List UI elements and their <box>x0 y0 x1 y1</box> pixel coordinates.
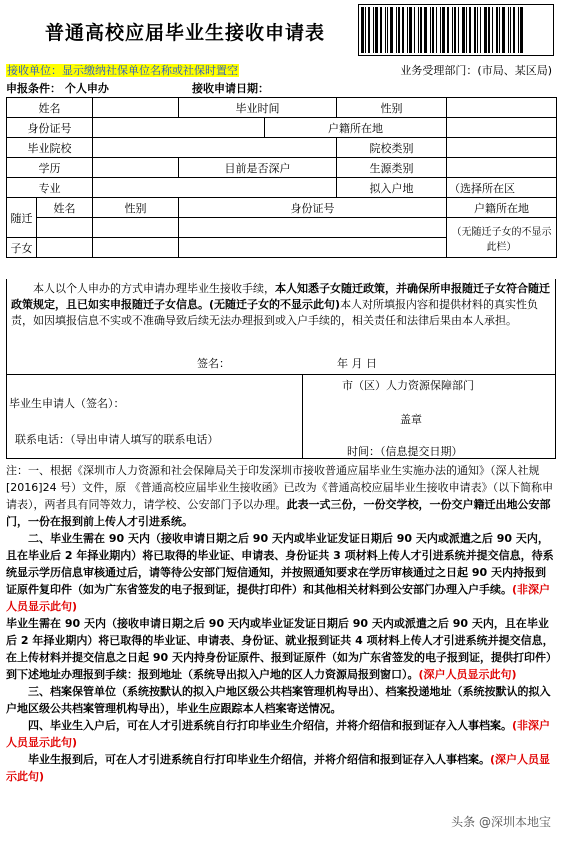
barcode-stripe <box>469 7 471 53</box>
cell-school-type-value[interactable] <box>447 138 557 158</box>
seal-label: 盖章 <box>400 413 422 426</box>
watermark: 头条 @深圳本地宝 <box>451 815 551 829</box>
notes-section <box>6 462 556 785</box>
barcode-stripe <box>402 7 404 53</box>
barcode-stripe <box>380 7 382 53</box>
barcode-stripe <box>396 7 397 53</box>
cell-source-type-label: 生源类别 <box>337 158 447 178</box>
note-1b: 此表一式三份，一份交学校，一份交户籍迁出地公安部门，一份在报到前上传人才引进系统。 <box>6 498 551 528</box>
page-title: 普通高校应届毕业生接收申请表 <box>44 22 325 44</box>
barcode-stripe <box>385 7 386 53</box>
barcode-stripe <box>477 7 478 53</box>
barcode-stripe <box>365 7 366 53</box>
cell-gender-value[interactable] <box>447 98 557 118</box>
barcode-stripe <box>484 7 487 53</box>
note-1a: 注：一、根据《深圳市人力资源和社会保障局关于印发深圳市接收普通应届毕业生实施办法的通知》（深人社规[2016]24 号）文件，原 《普通高校应届毕业生接收函》已改为《普通高校应届毕业生接收申请表》（以下简称申请表），两者具有同等效力，请学校、公安部门予以办理。 <box>6 464 554 511</box>
cell-child-id-label: 身份证号 <box>179 198 447 218</box>
note-4b: 毕业生报到后，可在人才引进系统自行打印毕业生介绍信，并将介绍信和报到证存入人事档案。 <box>28 753 490 766</box>
barcode-stripe <box>496 7 498 53</box>
barcode-stripe <box>407 7 408 53</box>
department-label: 业务受理部门：(市局、某区局) <box>400 64 552 77</box>
cell-child2-id-value[interactable] <box>179 238 447 258</box>
barcode-stripe <box>442 7 445 53</box>
barcode-stripe <box>518 7 519 53</box>
barcode-stripe <box>430 7 431 53</box>
cell-child-name-label: 姓名 <box>37 198 93 218</box>
cell-name-label: 姓名 <box>7 98 93 118</box>
barcode-stripe <box>361 7 364 53</box>
approval-divider <box>302 375 303 459</box>
barcode-stripe <box>508 7 509 53</box>
cell-hukou-label: 户籍所在地 <box>265 118 447 138</box>
barcode-stripe <box>462 7 465 53</box>
cell-school-label: 毕业院校 <box>7 138 93 158</box>
barcode-stripe <box>387 7 388 53</box>
barcode-stripe <box>375 7 378 53</box>
note-3: 三、档案保管单位（系统按默认的拟入户地区级公共档案管理机构导出）、档案投递地址（系统按默认的拟入户地区级公共档案管理机构导出），毕业生应跟踪本人档案寄送情况。 <box>6 685 551 715</box>
time-label: 时间：（信息提交日期） <box>347 445 463 458</box>
barcode-stripe <box>454 7 456 53</box>
cell-school-type-label: 院校类别 <box>337 138 447 158</box>
cell-id-value[interactable] <box>93 118 265 138</box>
barcode-stripe <box>510 7 511 53</box>
declaration-text-3: 本人对所填报内容和提供材料的真实性负责，如因填报信息不实或不准确导致后续无法办理报到或入户手续的，相关责任和法律后果由本人承担。 <box>11 298 539 327</box>
barcode-stripe <box>398 7 400 53</box>
barcode-stripe <box>458 7 459 53</box>
cell-target-label: 拟入户地 <box>337 178 447 198</box>
barcode-stripe <box>466 7 467 53</box>
barcode-stripe <box>368 7 370 53</box>
cell-major-label: 专业 <box>7 178 93 198</box>
barcode-stripe <box>474 7 476 53</box>
barcode-stripe <box>432 7 434 53</box>
header-line-2 <box>6 80 556 96</box>
cell-hukou-value[interactable] <box>447 118 557 138</box>
approval-box <box>6 375 556 459</box>
bureau-label: 市（区）人力资源保障部门 <box>342 379 474 392</box>
cell-child-label-1: 随迁 <box>7 198 37 238</box>
declaration-box <box>6 279 556 375</box>
note-4a-red: (非深户人员显示此句) <box>6 719 551 749</box>
barcode-stripe <box>409 7 412 53</box>
cell-child-id-value[interactable] <box>179 218 447 238</box>
cell-child-hukou-label: 户籍所在地 <box>447 198 557 218</box>
cell-gender-label: 性别 <box>337 98 447 118</box>
barcode-stripe <box>420 7 422 53</box>
note-2b-red: (深户人员显示此句) <box>418 668 517 681</box>
cell-target-value[interactable]: （选择所在区 <box>447 178 557 198</box>
cell-edu-value[interactable] <box>93 158 179 178</box>
condition-label: 申报条件： 个人申办 <box>6 82 109 95</box>
barcode-stripe <box>492 7 493 53</box>
cell-child-gender-label: 性别 <box>93 198 179 218</box>
cell-source-type-value[interactable] <box>447 158 557 178</box>
barcode-stripe <box>414 7 415 53</box>
cell-major-value[interactable] <box>93 178 337 198</box>
cell-id-label: 身份证号 <box>7 118 93 138</box>
barcode-stripe <box>373 7 374 53</box>
barcode-stripe <box>440 7 441 53</box>
barcode-stripe <box>436 7 437 53</box>
cell-child2-name-value[interactable] <box>37 238 93 258</box>
barcode-stripe <box>499 7 500 53</box>
cell-child-name-value[interactable] <box>37 218 93 238</box>
signature-label: 签名： <box>197 357 230 370</box>
barcode-stripe <box>488 7 490 53</box>
phone-label: 联系电话：（导出申请人填写的联系电话） <box>15 433 219 446</box>
applicant-info-table <box>6 97 557 258</box>
cell-child-label-2: 子女 <box>7 238 37 258</box>
barcode-stripe <box>447 7 449 53</box>
cell-school-value[interactable] <box>93 138 337 158</box>
applicant-signature-label: 毕业生申请人（签名）： <box>9 397 125 410</box>
cell-birth-label: 毕业时间 <box>179 98 337 118</box>
barcode-stripe <box>520 7 523 53</box>
barcode-stripe <box>424 7 427 53</box>
barcode-stripe <box>390 7 393 53</box>
barcode-image <box>358 4 554 56</box>
signature-date: 年 月 日 <box>337 357 377 370</box>
cell-child2-gender-value[interactable] <box>93 238 179 258</box>
note-2b: 毕业生需在 90 天内（接收申请日期之后 90 天内或毕业证发证日期后 90 天内或派遣之后 90 天内，且在毕业后 2 年择业期内）将已取得的毕业证、申请表、身份证、就业报到证共 4 项材料上传人才引进系统并提交信息，在上传材料并提交信息之日起 90 天内持身份证原件、报到证原件（如为广东省签发的电子报到证，提供打印件）到下述地址办理报到手续：报到地址（系统导出拟入户地的区人力资源局报到窗口）。 <box>6 617 554 681</box>
header-line-1 <box>6 62 556 78</box>
note-2-red: (非深户人员显示此句) <box>6 583 551 613</box>
cell-child-note: （无随迁子女的不显示此栏） <box>447 218 557 258</box>
barcode-stripe <box>513 7 515 53</box>
barcode-stripe <box>418 7 419 53</box>
barcode-stripe <box>502 7 505 53</box>
note-4a: 四、毕业生入户后，可在人才引进系统自行打印毕业生介绍信，并将介绍信和报到证存入人事档案。 <box>28 719 512 732</box>
cell-child-gender-value[interactable] <box>93 218 179 238</box>
barcode-stripe <box>452 7 453 53</box>
cell-name-value[interactable] <box>93 98 179 118</box>
apply-date-label: 接收申请日期： <box>192 82 269 95</box>
declaration-text-2: 本人知悉子女随迁政策，并确保所申报随迁子女符合随迁政策规定，且已如实申报随迁子女信息。(无随迁子女的不显示此句) <box>11 282 550 311</box>
cell-shenzhen-label: 目前是否深户 <box>179 158 337 178</box>
receiving-unit-label: 接收单位：显示缴纳社保单位名称或社保时置空 <box>7 64 238 77</box>
note-4b-red: (深户人员显示此句) <box>6 753 551 783</box>
note-2a: 二、毕业生需在 90 天内（接收申请日期之后 90 天内或毕业证发证日期后 90 天内或派遣之后 90 天内，且在毕业后 2 年择业期内）将已取得的毕业证、申请表、身份证共 3 项材料上传人才引进系统并提交信息，待系统显示学历信息审核通过后，请等待公安部门短信通知，并按照通知要求在学历审核通过之日起 90 天内持报到证原件复印件（如为广东省签发的电子报到证，提供打印件）和其他相关材料到公安部门办理入户手续。 <box>6 532 554 596</box>
declaration-text-1: 本人以个人申办的方式申请办理毕业生接收手续， <box>33 282 275 295</box>
barcode-stripe <box>480 7 481 53</box>
cell-edu-label: 学历 <box>7 158 93 178</box>
